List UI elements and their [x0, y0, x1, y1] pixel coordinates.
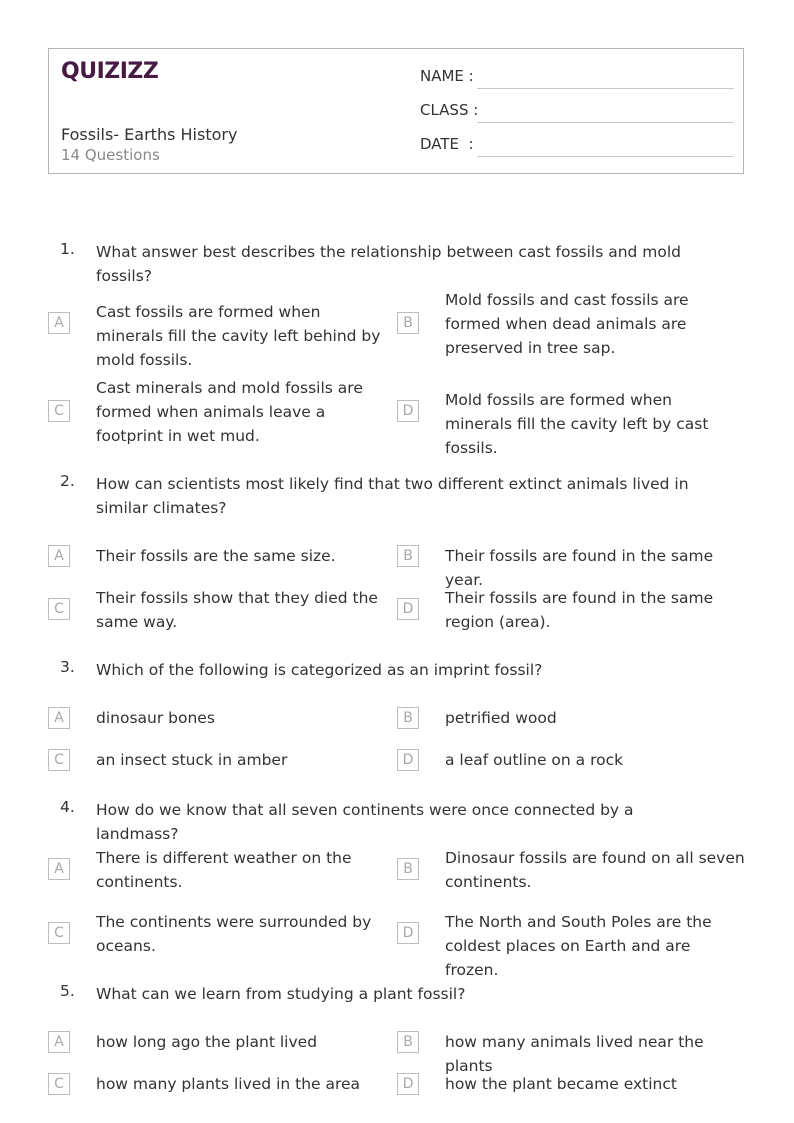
option-letter-box[interactable]: A [48, 707, 70, 729]
option-text: Dinosaur fossils are found on all seven continents. [445, 849, 745, 891]
option-text: Their fossils are found in the same year. [445, 547, 714, 589]
question-number: 3. [60, 658, 75, 676]
class-label: CLASS : [420, 101, 479, 119]
option-letter-box[interactable]: A [48, 1031, 70, 1053]
option-letter-box[interactable]: A [48, 312, 70, 334]
date-label: DATE : [420, 135, 474, 153]
option-text: There is different weather on the continents. [96, 849, 352, 891]
option-text: dinosaur bones [96, 709, 215, 727]
question-text: How do we know that all seven continents were once connected by a landmass? [96, 801, 634, 843]
name-field[interactable] [420, 67, 734, 89]
question-text: How can scientists most likely find that two different extinct animals lived in similar climates? [96, 475, 689, 517]
option-text: The continents were surrounded by oceans. [96, 913, 372, 955]
option-letter-box[interactable]: B [397, 1031, 419, 1053]
option-text: Their fossils are the same size. [96, 547, 336, 565]
class-line[interactable] [477, 122, 734, 123]
option-letter-box[interactable]: A [48, 545, 70, 567]
option-text: Cast fossils are formed when minerals fill the cavity left behind by mold fossils. [96, 303, 381, 369]
option-letter-box[interactable]: B [397, 312, 419, 334]
question-count: 14 Questions [61, 146, 160, 164]
name-label: NAME : [420, 67, 474, 85]
option-letter-box[interactable]: D [397, 400, 419, 422]
question-number: 2. [60, 472, 75, 490]
option-text: petrified wood [445, 709, 557, 727]
option-letter-box[interactable]: D [397, 922, 419, 944]
quizizz-logo: QUIZIZZ [61, 59, 159, 84]
option-text: how many plants lived in the area [96, 1075, 361, 1093]
question-number: 4. [60, 798, 75, 816]
option-letter-box[interactable]: C [48, 598, 70, 620]
option-text: how many animals lived near the plants [445, 1033, 704, 1075]
worksheet-title: Fossils- Earths History [61, 125, 238, 144]
option-letter-box[interactable]: D [397, 598, 419, 620]
option-text: how the plant became extinct [445, 1075, 677, 1093]
option-letter-box[interactable]: C [48, 1073, 70, 1095]
option-letter-box[interactable]: A [48, 858, 70, 880]
option-letter-box[interactable]: D [397, 1073, 419, 1095]
option-letter-box[interactable]: D [397, 749, 419, 771]
option-text: Mold fossils are formed when minerals fill the cavity left by cast fossils. [445, 391, 709, 457]
date-field[interactable] [420, 135, 734, 157]
option-letter-box[interactable]: C [48, 400, 70, 422]
option-text: how long ago the plant lived [96, 1033, 318, 1051]
option-letter-box[interactable]: B [397, 858, 419, 880]
question-number: 5. [60, 982, 75, 1000]
question-text: What can we learn from studying a plant fossil? [96, 985, 466, 1003]
option-letter-box[interactable]: B [397, 707, 419, 729]
option-text: The North and South Poles are the coldest places on Earth and are frozen. [445, 913, 712, 979]
option-letter-box[interactable]: B [397, 545, 419, 567]
option-text: a leaf outline on a rock [445, 751, 624, 769]
date-line[interactable] [477, 156, 734, 157]
question-text: Which of the following is categorized as an imprint fossil? [96, 661, 543, 679]
option-letter-box[interactable]: C [48, 749, 70, 771]
question-number: 1. [60, 240, 75, 258]
option-letter-box[interactable]: C [48, 922, 70, 944]
option-text: an insect stuck in amber [96, 751, 288, 769]
worksheet-header [48, 48, 744, 174]
class-field[interactable] [420, 101, 734, 123]
option-text: Their fossils are found in the same region (area). [445, 589, 714, 631]
option-text: Mold fossils and cast fossils are formed when dead animals are preserved in tree sap. [445, 291, 689, 357]
option-text: Their fossils show that they died the same way. [96, 589, 378, 631]
name-line[interactable] [477, 88, 734, 89]
option-text: Cast minerals and mold fossils are formed when animals leave a footprint in wet mud. [96, 379, 363, 445]
question-text: What answer best describes the relationship between cast fossils and mold fossils? [96, 243, 682, 285]
